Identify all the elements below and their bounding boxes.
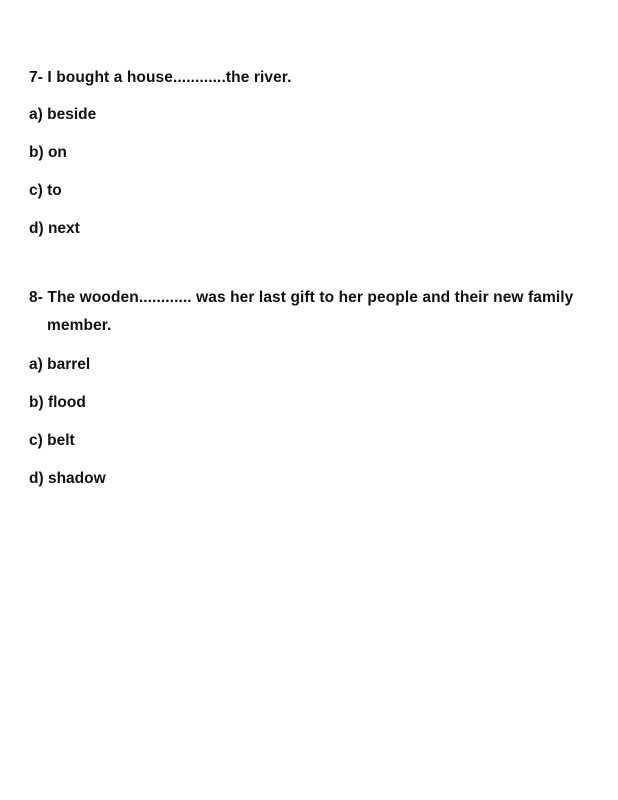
option-text: to xyxy=(47,182,62,199)
question-stem-continuation xyxy=(29,312,599,340)
option-text: flood xyxy=(47,394,86,411)
option-c[interactable] xyxy=(29,431,599,451)
option-c[interactable] xyxy=(29,181,599,201)
question-number: 8- xyxy=(29,289,43,306)
option-b[interactable] xyxy=(29,393,599,413)
option-d[interactable] xyxy=(29,219,599,239)
option-a[interactable] xyxy=(29,105,599,125)
question-text-continued: member. xyxy=(47,317,112,334)
question-text: The wooden............ was her last gift to her people and their new family xyxy=(47,289,574,306)
option-b[interactable] xyxy=(29,143,599,163)
option-text: barrel xyxy=(47,356,91,373)
option-letter: d) xyxy=(29,220,44,237)
option-letter: c) xyxy=(29,432,43,449)
option-letter: b) xyxy=(29,394,44,411)
option-letter: a) xyxy=(29,106,43,123)
option-text: belt xyxy=(47,432,75,449)
option-text: on xyxy=(47,144,67,161)
option-text: next xyxy=(47,220,80,237)
option-d[interactable] xyxy=(29,469,599,489)
question-7 xyxy=(29,64,599,239)
options-list xyxy=(29,355,599,489)
option-letter: a) xyxy=(29,356,43,373)
question-number: 7- xyxy=(29,69,43,86)
options-list xyxy=(29,105,599,239)
question-8 xyxy=(29,284,599,489)
question-text: I bought a house............the river. xyxy=(47,69,292,86)
question-stem xyxy=(29,64,599,92)
option-letter: c) xyxy=(29,182,43,199)
option-text: shadow xyxy=(47,470,106,487)
option-letter: b) xyxy=(29,144,44,161)
option-letter: d) xyxy=(29,470,44,487)
option-text: beside xyxy=(47,106,97,123)
question-stem xyxy=(29,284,599,312)
option-a[interactable] xyxy=(29,355,599,375)
